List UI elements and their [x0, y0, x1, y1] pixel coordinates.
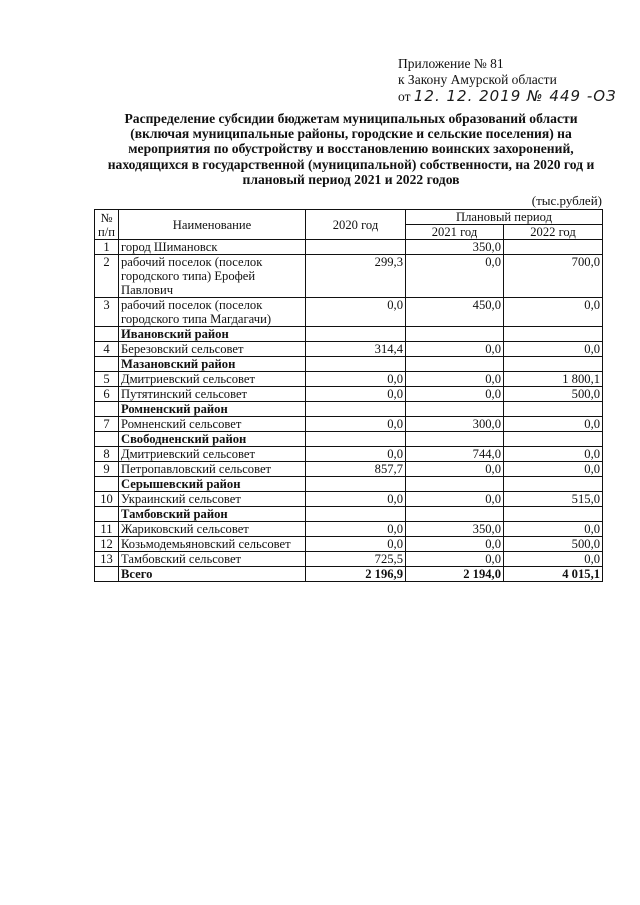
- municipality-name: рабочий поселок (поселок городского типа Магдагачи): [119, 298, 306, 327]
- municipality-name: Жариковский сельсовет: [119, 522, 306, 537]
- header-2021: 2021 год: [406, 225, 504, 240]
- appendix-date-line: [398, 88, 617, 105]
- value-2021: 0,0: [406, 342, 504, 357]
- district-name: Серышевский район: [119, 477, 306, 492]
- municipality-name: Петропавловский сельсовет: [119, 462, 306, 477]
- row-number: [95, 507, 119, 522]
- row-number: 9: [95, 462, 119, 477]
- value-2021: 744,0: [406, 447, 504, 462]
- value-2020: 0,0: [306, 417, 406, 432]
- value-2020: 0,0: [306, 522, 406, 537]
- municipality-name: Березовский сельсовет: [119, 342, 306, 357]
- district-name: Свободненский район: [119, 432, 306, 447]
- value-2022: 0,0: [504, 417, 603, 432]
- row-number: [95, 567, 119, 582]
- municipality-name: город Шимановск: [119, 240, 306, 255]
- value-2020: 0,0: [306, 372, 406, 387]
- value-2021: 450,0: [406, 298, 504, 327]
- table-row: [95, 387, 603, 402]
- value-2022: [504, 507, 603, 522]
- value-2021: 350,0: [406, 240, 504, 255]
- district-row: [95, 432, 603, 447]
- value-2020: [306, 327, 406, 342]
- value-2022: [504, 432, 603, 447]
- row-number: 8: [95, 447, 119, 462]
- value-2020: [306, 432, 406, 447]
- row-number: [95, 432, 119, 447]
- district-name: Ромненский район: [119, 402, 306, 417]
- table-row: [95, 447, 603, 462]
- value-2021: [406, 432, 504, 447]
- table-row: [95, 462, 603, 477]
- district-row: [95, 507, 603, 522]
- value-2022: 500,0: [504, 537, 603, 552]
- value-2021: [406, 327, 504, 342]
- district-row: [95, 357, 603, 372]
- appendix-block: [398, 56, 617, 105]
- value-2022: [504, 240, 603, 255]
- value-2021: 2 194,0: [406, 567, 504, 582]
- row-number: [95, 327, 119, 342]
- municipality-name: Ромненский сельсовет: [119, 417, 306, 432]
- table-row: [95, 537, 603, 552]
- value-2020: [306, 507, 406, 522]
- table-body: [95, 240, 603, 582]
- municipality-name: Козьмодемьяновский сельсовет: [119, 537, 306, 552]
- value-2020: 725,5: [306, 552, 406, 567]
- value-2022: [504, 357, 603, 372]
- table-row: [95, 522, 603, 537]
- value-2022: 1 800,1: [504, 372, 603, 387]
- value-2022: 0,0: [504, 447, 603, 462]
- value-2020: 299,3: [306, 255, 406, 298]
- municipality-name: Дмитриевский сельсовет: [119, 447, 306, 462]
- value-2022: 500,0: [504, 387, 603, 402]
- value-2022: [504, 327, 603, 342]
- value-2021: 0,0: [406, 537, 504, 552]
- total-row: [95, 567, 603, 582]
- value-2022: 515,0: [504, 492, 603, 507]
- value-2020: [306, 477, 406, 492]
- row-number: [95, 357, 119, 372]
- header-2022: 2022 год: [504, 225, 603, 240]
- value-2021: 300,0: [406, 417, 504, 432]
- value-2020: 0,0: [306, 447, 406, 462]
- municipality-name: Украинский сельсовет: [119, 492, 306, 507]
- table-row: [95, 492, 603, 507]
- appendix-date-prefix: от: [398, 89, 411, 104]
- district-row: [95, 327, 603, 342]
- header-name: Наименование: [119, 210, 306, 240]
- municipality-name: Тамбовский сельсовет: [119, 552, 306, 567]
- value-2020: 314,4: [306, 342, 406, 357]
- row-number: 10: [95, 492, 119, 507]
- value-2022: 4 015,1: [504, 567, 603, 582]
- value-2020: 0,0: [306, 298, 406, 327]
- value-2021: [406, 402, 504, 417]
- table-row: [95, 417, 603, 432]
- handwritten-date-number: 12. 12. 2019 № 449 -ОЗ: [413, 87, 617, 105]
- table-row: [95, 372, 603, 387]
- value-2021: 0,0: [406, 552, 504, 567]
- value-2022: 0,0: [504, 552, 603, 567]
- value-2022: [504, 477, 603, 492]
- value-2021: [406, 507, 504, 522]
- district-name: Мазановский район: [119, 357, 306, 372]
- value-2021: 0,0: [406, 387, 504, 402]
- value-2020: 0,0: [306, 387, 406, 402]
- value-2021: 0,0: [406, 255, 504, 298]
- value-2022: [504, 402, 603, 417]
- row-number: 7: [95, 417, 119, 432]
- value-2020: [306, 240, 406, 255]
- header-2020: 2020 год: [306, 210, 406, 240]
- district-row: [95, 402, 603, 417]
- value-2022: 700,0: [504, 255, 603, 298]
- table-row: [95, 298, 603, 327]
- municipality-name: рабочий поселок (поселок городского типа) Ерофей Павлович: [119, 255, 306, 298]
- district-name: Ивановский район: [119, 327, 306, 342]
- value-2021: [406, 357, 504, 372]
- value-2020: 857,7: [306, 462, 406, 477]
- subsidy-table: [94, 209, 603, 582]
- value-2021: 0,0: [406, 492, 504, 507]
- appendix-number: Приложение № 81: [398, 56, 504, 71]
- table-row: [95, 255, 603, 298]
- table-row: [95, 240, 603, 255]
- row-number: 2: [95, 255, 119, 298]
- row-number: 4: [95, 342, 119, 357]
- total-label: Всего: [119, 567, 306, 582]
- value-2020: [306, 357, 406, 372]
- header-planned-period: Плановый период: [406, 210, 603, 225]
- table-row: [95, 552, 603, 567]
- row-number: 13: [95, 552, 119, 567]
- value-2021: 0,0: [406, 372, 504, 387]
- value-2020: [306, 402, 406, 417]
- value-2020: 0,0: [306, 492, 406, 507]
- value-2021: 350,0: [406, 522, 504, 537]
- municipality-name: Дмитриевский сельсовет: [119, 372, 306, 387]
- value-2021: [406, 477, 504, 492]
- header-num: № п/п: [95, 210, 119, 240]
- row-number: 12: [95, 537, 119, 552]
- units-label: (тыс.рублей): [531, 193, 602, 208]
- row-number: 3: [95, 298, 119, 327]
- district-row: [95, 477, 603, 492]
- appendix-law: к Закону Амурской области: [398, 72, 557, 87]
- municipality-name: Путятинский сельсовет: [119, 387, 306, 402]
- value-2020: 2 196,9: [306, 567, 406, 582]
- value-2022: 0,0: [504, 462, 603, 477]
- value-2020: 0,0: [306, 537, 406, 552]
- value-2022: 0,0: [504, 342, 603, 357]
- row-number: [95, 477, 119, 492]
- value-2022: 0,0: [504, 522, 603, 537]
- table-row: [95, 342, 603, 357]
- row-number: [95, 402, 119, 417]
- value-2022: 0,0: [504, 298, 603, 327]
- row-number: 11: [95, 522, 119, 537]
- row-number: 1: [95, 240, 119, 255]
- value-2021: 0,0: [406, 462, 504, 477]
- row-number: 5: [95, 372, 119, 387]
- row-number: 6: [95, 387, 119, 402]
- document-title: Распределение субсидии бюджетам муниципальных образований области (включая муниципальные районы, городские и сельские поселения) на мероприятия по обустройству и восстановлению воинских захоронений, находящихся в государственной (муниципальной) собственности, на 2020 год и плановый период 2021 и 2022 годов: [107, 111, 595, 187]
- district-name: Тамбовский район: [119, 507, 306, 522]
